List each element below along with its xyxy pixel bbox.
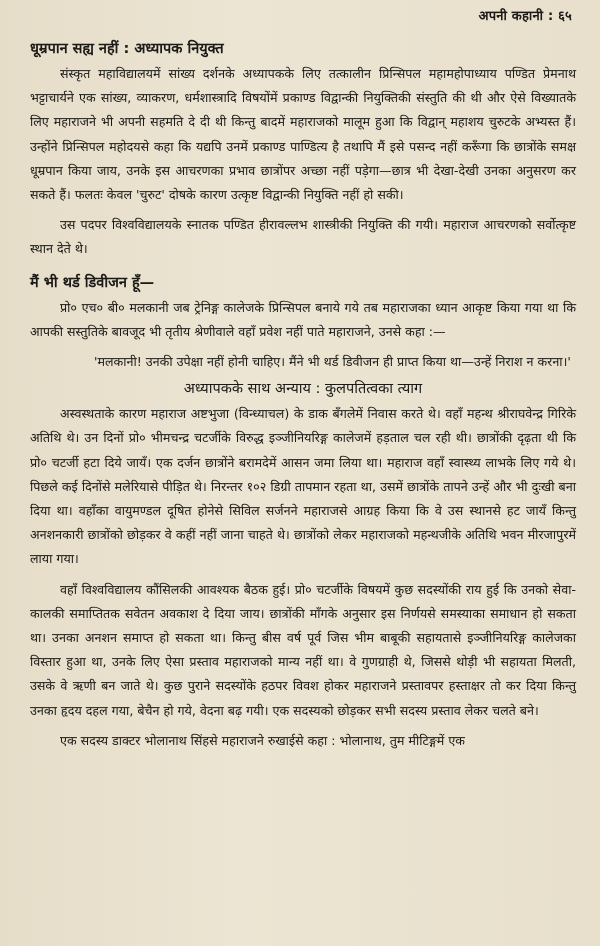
section-heading: मैं भी थर्ड डिवीजन हूँ—: [30, 274, 155, 291]
paragraph: उस पदपर विश्वविद्यालयके स्नातक पण्डित हीरावल्लभ शास्त्रीकी नियुक्ति की गयी। महाराज आचरणको सर्वोत्कृष्ट स्थान देते थे।: [30, 217, 576, 257]
paragraph: प्रो० एच० बी० मलकानी जब ट्रेनिङ्ग कालेजके प्रिन्सिपल बनाये गये तब महाराजका ध्यान आकृष्ट किया गया था कि आपकी सस्तुतिके बावजूद भी तृतीय श्रेणीवाले वहाँ प्रवेश नहीं पाते महाराजने, उनसे कहा :—: [30, 299, 576, 339]
paragraph: एक सदस्य डाक्टर भोलानाथ सिंहसे महाराजने रुखाईसे कहा : भोलानाथ, तुम मीटिङ्गमें एक: [60, 732, 465, 748]
paragraph: वहाँ विश्वविद्यालय कौंसिलकी आवश्यक बैठक हुई। प्रो० चटर्जीके विषयमें कुछ सदस्योंकी राय हुई कि उनको सेवा-कालकी समाप्तितक सवेतन अवकाश दे दिया जाय। छात्रोंकी माँगके अनुसार इस निर्णयसे समस्याका समाधान हो सकता था। उनका अनशन समाप्त हो सकता था। किन्तु बीस वर्ष पूर्व जिस भीम बाबूकी सहायतासे इञ्जीनियरिङ्ग कालेजका विस्तार हुआ था, उनके लिए ऐसा प्रस्ताव महाराजको मान्य नहीं था। वे गुणग्राही थे, जिससे थोड़ी भी सहायता मिलती, उसके वे ऋणी बन जाते थे। कुछ पुराने सदस्योंके हठपर विवश होकर महाराजने प्रस्तावपर हस्ताक्षर तो कर दिया किन्तु उनका हृदय दहल गया, बेचैन हो गये, वेदना बढ़ गयी। एक सदस्यको छोड़कर सभी सदस्य प्रस्ताव लेकर चलते बने।: [30, 581, 576, 718]
running-header: अपनी कहानी : ६५: [478, 9, 572, 24]
paragraph: अस्वस्थताके कारण महाराज अष्टभुजा (विन्ध्याचल) के डाक बँगलेमें निवास करते थे। वहाँ महन्थ श्रीराघवेन्द्र गिरिके अतिथि थे। उन दिनों प्रो० भीमचन्द्र चटर्जीके विरुद्ध इञ्जीनियरिङ्ग कालेजमें हड़ताल चल रही थी। छात्रोंकी दृढ़ता थी कि प्रो० चटर्जी हटा दिये जायँ। एक दर्जन छात्रोंने बरामदेमें आसन जमा लिया था। महाराज वहाँ स्वास्थ्य लाभके लिए गये थे। पिछले कई दिनोंसे मलेरियासे पीड़ित थे। निरन्तर १०२ डिग्री तापमान रहता था, उसमें छात्रोंके तापने उन्हें और भी दुःखी बना दिया था। वहाँका वायुमण्डल दूषित होनेसे सिविल सर्जनने महाराजसे आग्रह किया कि वे उस स्थानसे हट जायँ किन्तु अनशनकारी छात्रोंको छोड़कर वे कहीं नहीं जाना चाहते थे। छात्रोंको लेकर महाराजको महन्थजीके अतिथि भवन मीरजापुरमें लाया गया।: [30, 406, 576, 567]
section-heading: धूम्रपान सह्य नहीं : अध्यापक नियुक्त: [30, 41, 224, 57]
block-quote: 'मलकानी! उनकी उपेक्षा नहीं होनी चाहिए। मैंने भी थर्ड डिवीजन ही प्राप्त किया था—उन्हें निराश न करना।': [94, 354, 571, 370]
paragraph: संस्कृत महाविद्यालयमें सांख्य दर्शनके अध्यापकके लिए तत्कालीन प्रिन्सिपल महामहोपाध्याय पण्डित प्रेमनाथ भट्टाचार्यने एक सांख्य, व्याकरण, धर्मशास्त्रादि विषयोंमें प्रकाण्ड विद्वान्की नियुक्तिकी संस्तुति की थी और ऐसे विख्यातके लिए महाराजने भी अपनी सहमति दे दी थी किन्तु बादमें महाराजको मालूम हुआ कि विद्वान् महाशय चुरुटके अभ्यस्त हैं। उन्होंने प्रिन्सिपल महोदयसे कहा कि यद्यपि उनमें प्रकाण्ड पाण्डित्य है तथापि मैं इसे पसन्द नहीं करूँगा कि छात्रोंके समक्ष धूम्रपान किया जाय, उनके इस आचरणका प्रभाव छात्रोंपर अच्छा नहीं पड़ेगा—छात्र भी देखा-देखी उनका अनुसरण कर सकते हैं। फलतः केवल 'चुरुट' दोषके कारण उत्कृष्ट विद्वान्की नियुक्ति नहीं हो सकी।: [30, 66, 576, 203]
section-heading: अध्यापकके साथ अन्याय : कुलपतित्वका त्याग: [183, 381, 423, 398]
